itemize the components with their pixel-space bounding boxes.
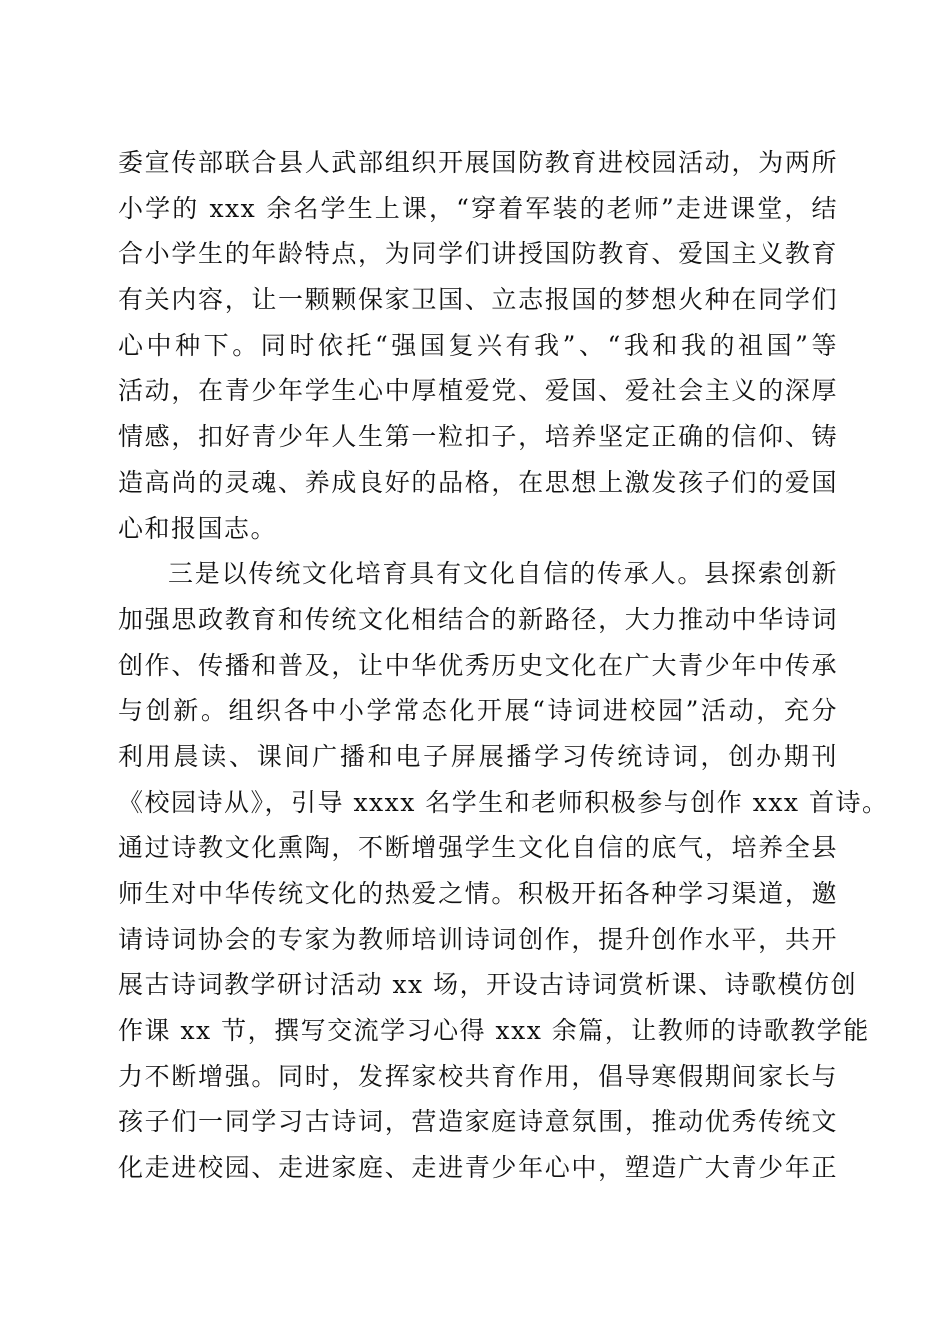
text-line-2: 小学的 xxx 余名学生上课，“穿着军装的老师”走进课堂，结 xyxy=(118,193,838,223)
text-line-23: 化走进校园、走进家庭、走进青少年心中，塑造广大青少年正 xyxy=(118,1153,838,1183)
text-line-13: 与创新。组织各中小学常态化开展“诗词进校园”活动，充分 xyxy=(118,696,838,726)
body-text xyxy=(118,140,889,1191)
text-line-12: 创作、传播和普及，让中华优秀历史文化在广大青少年中传承 xyxy=(118,650,838,680)
text-line-22: 孩子们一同学习古诗词，营造家庭诗意氛围，推动优秀传统文 xyxy=(118,1107,838,1137)
text-line-7: 情感，扣好青少年人生第一粒扣子，培养坚定正确的信仰、铸 xyxy=(118,422,838,452)
text-line-20: 作课 xx 节，撰写交流学习心得 xxx 余篇，让教师的诗歌教学能 xyxy=(118,1016,870,1046)
text-line-4: 有关内容，让一颗颗保家卫国、立志报国的梦想火种在同学们 xyxy=(118,285,838,315)
text-line-1: 委宣传部联合县人武部组织开展国防教育进校园活动，为两所 xyxy=(118,148,838,177)
text-line-8: 造高尚的灵魂、养成良好的品格，在思想上激发孩子们的爱国 xyxy=(118,467,838,497)
text-line-18: 请诗词协会的专家为教师培训诗词创作，提升创作水平，共开 xyxy=(118,924,838,954)
text-line-21: 力不断增强。同时，发挥家校共育作用，倡导寒假期间家长与 xyxy=(118,1061,838,1091)
text-line-11: 加强思政教育和传统文化相结合的新路径，大力推动中华诗词 xyxy=(118,604,838,634)
text-line-17: 师生对中华传统文化的热爱之情。积极开拓各种学习渠道，邀 xyxy=(118,879,838,908)
text-line-19: 展古诗词教学研讨活动 xx 场，开设古诗词赏析课、诗歌模仿创 xyxy=(118,970,858,1000)
text-line-6: 活动，在青少年学生心中厚植爱党、爱国、爱社会主义的深厚 xyxy=(118,376,838,406)
text-line-5: 心中种下。同时依托“强国复兴有我”、“我和我的祖国”等 xyxy=(118,330,838,360)
text-line-10: 三是以传统文化培育具有文化自信的传承人。县探索创新 xyxy=(168,559,838,589)
text-line-9: 心和报国志。 xyxy=(118,513,278,543)
text-line-16: 通过诗教文化熏陶，不断增强学生文化自信的底气，培养全县 xyxy=(118,833,838,863)
text-line-14: 利用晨读、课间广播和电子屏展播学习传统诗词，创办期刊 xyxy=(118,741,838,771)
text-line-15: 《校园诗从》，引导 xxxx 名学生和老师积极参与创作 xxx 首诗。 xyxy=(118,787,889,817)
text-line-3: 合小学生的年龄特点，为同学们讲授国防教育、爱国主义教育 xyxy=(118,239,838,269)
